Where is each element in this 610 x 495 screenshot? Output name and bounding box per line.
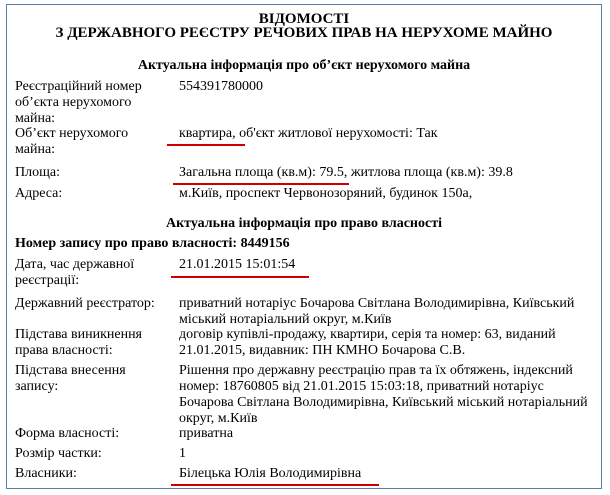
owners-underline — [171, 484, 379, 486]
object-type-value: квартира, об'єкт житлової нерухомості: Так — [179, 126, 438, 141]
registrar-value: приватний нотаріус Бочарова Світлана Володимирівна, Київський міський нотаріальний округ, м.Київ — [179, 296, 575, 327]
address-value: м.Київ, проспект Червонозоряний, будинок 150а, — [179, 186, 473, 201]
object-type-label: Об’єкт нерухомого майна: — [15, 126, 129, 157]
reg-number-value: 554391780000 — [179, 79, 263, 94]
ownership-basis-value: договір купівлі-продажу, квартири, серія та номер: 63, виданий 21.01.2015, видавник: ПН КМНО Бочарова С.В. — [179, 327, 556, 358]
area-value: Загальна площа (кв.м): 79.5, житлова площа (кв.м): 39.8 — [179, 165, 513, 180]
ownership-form-label: Форма власності: — [15, 426, 120, 441]
document-title: ВІДОМОСТІ — [258, 11, 350, 27]
share-size-label: Розмір частки: — [15, 446, 102, 461]
ownership-form-value: приватна — [179, 426, 234, 441]
area-label: Площа: — [15, 165, 60, 180]
reg-number-label: Реєстраційний номер об’єкта нерухомого майна: — [15, 79, 142, 126]
share-size-value: 1 — [179, 446, 186, 461]
owners-label: Власники: — [15, 466, 77, 481]
address-label: Адреса: — [15, 186, 63, 201]
entry-basis-value: Рішення про державну реєстрацію прав та їх обтяжень, індексний номер: 18760805 від 21.01.2015 15:03:18, приватний нотаріус Бочарова Світлана Володимирівна, Київський міський нотаріальний округ, м.Київ — [179, 363, 588, 426]
registration-date-underline — [171, 276, 309, 278]
ownership-basis-label: Підстава виникнення права власності: — [15, 327, 142, 358]
registration-date-label: Дата, час державної реєстрації: — [15, 257, 135, 288]
ownership-section-heading: Актуальна інформація про право власності — [166, 216, 442, 231]
object-type-underline — [167, 144, 245, 146]
owners-value: Білецька Юлія Володимирівна — [179, 466, 362, 481]
record-number: Номер запису про право власності: 8449156 — [15, 236, 290, 251]
registrar-label: Державний реєстратор: — [15, 296, 155, 311]
document-page — [6, 4, 602, 489]
area-underline — [173, 183, 349, 185]
object-section-heading: Актуальна інформація про об’єкт нерухомого майна — [137, 58, 471, 73]
entry-basis-label: Підстава внесення запису: — [15, 363, 126, 394]
registration-date-value: 21.01.2015 15:01:54 — [179, 257, 296, 272]
document-subtitle: З ДЕРЖАВНОГО РЕЄСТРУ РЕЧОВИХ ПРАВ НА НЕРУХОМЕ МАЙНО — [55, 25, 553, 41]
